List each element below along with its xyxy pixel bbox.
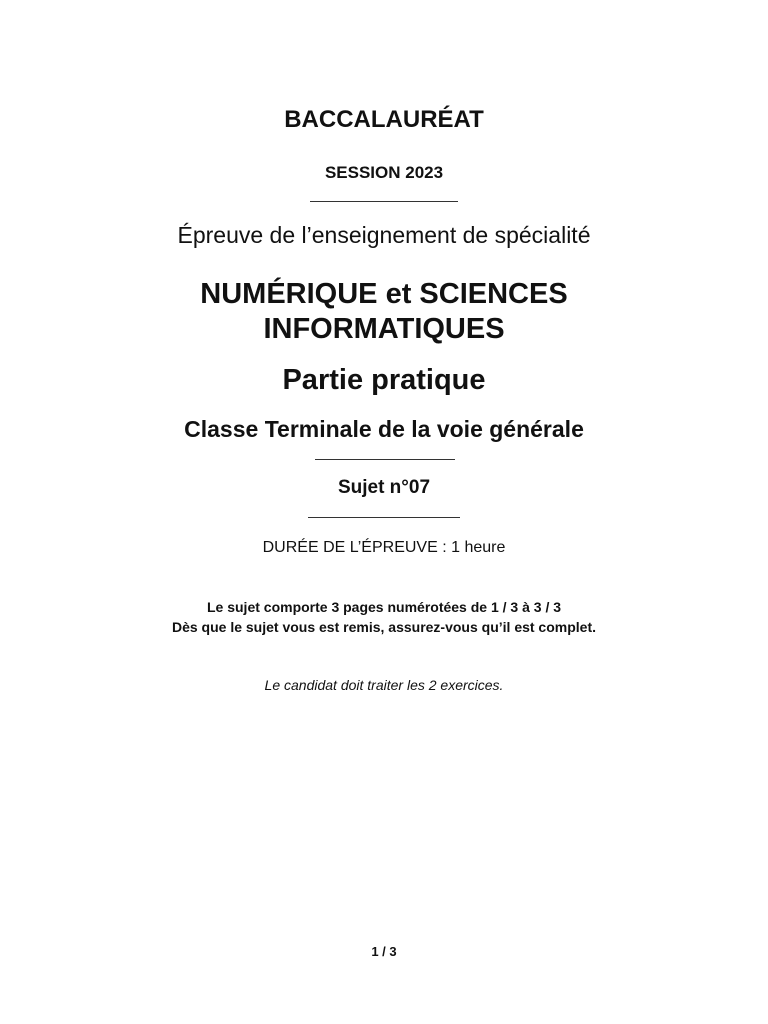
divider-2 bbox=[315, 459, 455, 460]
part-title: Partie pratique bbox=[282, 364, 486, 396]
exam-duration: DURÉE DE L’ÉPREUVE : 1 heure bbox=[262, 539, 506, 556]
completeness-notice: Dès que le sujet vous est remis, assurez-vous qu’il est complet. bbox=[171, 619, 597, 635]
class-label: Classe Terminale de la voie générale bbox=[184, 416, 584, 442]
divider-3 bbox=[308, 517, 460, 518]
subject-title-line1: NUMÉRIQUE et SCIENCES bbox=[200, 278, 568, 310]
session-label: SESSION 2023 bbox=[324, 163, 444, 182]
subject-number: Sujet n°07 bbox=[337, 477, 431, 498]
candidate-instruction: Le candidat doit traiter les 2 exercices. bbox=[264, 677, 504, 693]
epreuve-heading: Épreuve de l’enseignement de spécialité bbox=[177, 222, 591, 248]
page-count-notice: Le sujet comporte 3 pages numérotées de 1 / 3 à 3 / 3 bbox=[206, 599, 562, 615]
page-number: 1 / 3 bbox=[371, 944, 397, 959]
exam-title: BACCALAURÉAT bbox=[284, 106, 484, 133]
subject-title-line2: INFORMATIQUES bbox=[263, 313, 505, 345]
divider-1 bbox=[310, 201, 458, 202]
